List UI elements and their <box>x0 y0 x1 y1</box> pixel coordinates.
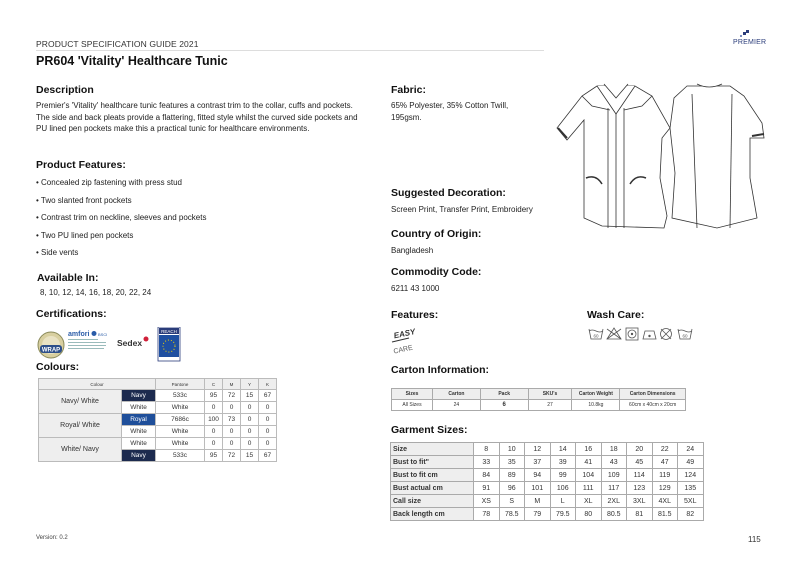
carton-row: All Sizes 24 6 27 10.8kg 60cm x 40cm x 20cm <box>392 400 686 411</box>
size-cell: 79.5 <box>550 508 576 521</box>
size-cell: 99 <box>550 469 576 482</box>
size-cell: 117 <box>601 482 627 495</box>
wash-60-icon <box>678 329 692 339</box>
size-cell: 79 <box>525 508 551 521</box>
svg-text:amfori: amfori <box>68 331 90 338</box>
available-in-heading: Available In: <box>37 272 99 284</box>
feature-item: • Two slanted front pockets <box>36 195 132 205</box>
garment-sizes-heading: Garment Sizes: <box>391 424 468 436</box>
size-cell: XL <box>576 495 602 508</box>
size-cell: 123 <box>627 482 653 495</box>
svg-text:Sedex: Sedex <box>117 338 143 348</box>
size-cell: 81 <box>627 508 653 521</box>
svg-text:REACH: REACH <box>161 329 177 334</box>
sedex-logo <box>117 337 149 349</box>
size-cell: 78 <box>474 508 500 521</box>
wash-60-icon <box>589 329 603 339</box>
colour-swatch: Royal <box>122 414 156 426</box>
colour-swatch: White <box>122 426 156 438</box>
origin-text: Bangladesh <box>391 246 434 255</box>
size-cell: 43 <box>601 456 627 469</box>
origin-heading: Country of Origin: <box>391 228 482 240</box>
version-label: Version: 0.2 <box>36 535 68 541</box>
wash-care-symbols <box>588 326 703 342</box>
size-cell: 12 <box>525 443 551 456</box>
tunic-back-drawing <box>670 84 764 228</box>
size-cell: 106 <box>550 482 576 495</box>
size-cell: 124 <box>678 469 704 482</box>
size-cell: 49 <box>678 456 704 469</box>
colour-row: White White 0 0 0 0 <box>39 402 277 414</box>
svg-text:WRAP: WRAP <box>41 347 61 354</box>
colour-row: Navy 533c 95 72 15 67 <box>39 450 277 462</box>
size-cell: XS <box>474 495 500 508</box>
size-cell: 22 <box>652 443 678 456</box>
colour-row: Royal/ White Royal 7686c 100 73 0 0 <box>39 414 277 426</box>
size-cell: 24 <box>678 443 704 456</box>
size-cell: 39 <box>550 456 576 469</box>
do-not-dry-clean-icon <box>661 329 672 340</box>
colour-group-name: Royal/ White <box>39 414 122 438</box>
description-heading: Description <box>36 84 94 96</box>
size-cell: 35 <box>499 456 525 469</box>
brand-name: PREMIER <box>733 39 767 46</box>
product-features-heading: Product Features: <box>36 159 126 171</box>
size-cell: 45 <box>627 456 653 469</box>
size-cell: 111 <box>576 482 602 495</box>
svg-text:EASY: EASY <box>392 327 415 341</box>
size-cell: 4XL <box>652 495 678 508</box>
carton-heading: Carton Information: <box>391 364 489 376</box>
premier-logo <box>733 30 769 52</box>
description-text: Premier's 'Vitality' healthcare tunic features a contrast trim to the collar, cuffs and pockets. The side and back pleats provide a flattering, fitted style whilst the curved side pockets and PU lined pen pockets make this a practical tunic for healthcare environments. <box>36 101 358 133</box>
colour-row: White White 0 0 0 0 <box>39 426 277 438</box>
tunic-front-drawing <box>557 84 670 228</box>
product-features-list <box>36 178 206 266</box>
size-cell: 96 <box>499 482 525 495</box>
decoration-text: Screen Print, Transfer Print, Embroidery <box>391 205 533 214</box>
size-cell: 129 <box>652 482 678 495</box>
tunic-illustration <box>552 78 772 238</box>
colour-group-name: Navy/ White <box>39 390 122 414</box>
size-cell: 80 <box>576 508 602 521</box>
svg-text:60: 60 <box>682 333 688 339</box>
size-row-label: Call size <box>391 495 474 508</box>
fabric-text: 65% Polyester, 35% Cotton Twill, 195gsm. <box>391 101 509 122</box>
certifications-heading: Certifications: <box>36 308 107 320</box>
size-cell: 14 <box>550 443 576 456</box>
size-row <box>391 456 704 469</box>
colour-group-name: White/ Navy <box>39 438 122 462</box>
size-row <box>391 469 704 482</box>
size-cell: 2XL <box>601 495 627 508</box>
size-row-label: Size <box>391 443 474 456</box>
colour-swatch: Navy <box>122 450 156 462</box>
colours-heading: Colours: <box>36 361 80 373</box>
size-cell: 16 <box>576 443 602 456</box>
size-cell: 33 <box>474 456 500 469</box>
size-cell: 119 <box>652 469 678 482</box>
colours-table <box>38 378 277 462</box>
decoration-heading: Suggested Decoration: <box>391 187 506 199</box>
wash-care-heading: Wash Care: <box>587 309 645 321</box>
size-row <box>391 508 704 521</box>
svg-text:60: 60 <box>593 333 599 339</box>
size-cell: 109 <box>601 469 627 482</box>
colours-header-row: Colour Pantone C M Y K <box>39 379 277 390</box>
size-cell: 20 <box>627 443 653 456</box>
size-row-label: Back length cm <box>391 508 474 521</box>
feature-item: • Contrast trim on neckline, sleeves and pockets <box>36 213 207 222</box>
size-cell: 84 <box>474 469 500 482</box>
size-cell: 41 <box>576 456 602 469</box>
colour-row: Navy/ White Navy 533c 95 72 15 67 <box>39 390 277 402</box>
garment-sizes-table <box>390 442 704 521</box>
size-row-label: Bust to fit cm <box>391 469 474 482</box>
commodity-heading: Commodity Code: <box>391 266 482 278</box>
svg-text:CARE: CARE <box>392 344 414 356</box>
size-cell: 91 <box>474 482 500 495</box>
fabric-heading: Fabric: <box>391 84 427 96</box>
size-cell: S <box>499 495 525 508</box>
iron-low-icon <box>643 331 656 339</box>
size-row <box>391 495 704 508</box>
size-cell: L <box>550 495 576 508</box>
colour-swatch: White <box>122 438 156 450</box>
size-cell: 3XL <box>627 495 653 508</box>
page-number: 115 <box>748 535 761 544</box>
svg-text:BSCI: BSCI <box>98 332 108 337</box>
feature-item: • Two PU lined pen pockets <box>36 230 134 240</box>
size-row <box>391 443 704 456</box>
available-sizes: 8, 10, 12, 14, 16, 18, 20, 22, 24 <box>40 288 152 297</box>
reach-logo <box>158 327 180 361</box>
wrap-logo <box>38 332 64 358</box>
size-cell: 89 <box>499 469 525 482</box>
size-cell: 18 <box>601 443 627 456</box>
size-cell: 104 <box>576 469 602 482</box>
amfori-bsci-logo <box>68 331 107 349</box>
guide-title: PRODUCT SPECIFICATION GUIDE 2021 <box>36 39 199 49</box>
product-title: PR604 'Vitality' Healthcare Tunic <box>36 54 228 68</box>
size-cell: 78.5 <box>499 508 525 521</box>
do-not-bleach-icon <box>607 328 621 339</box>
colour-swatch: Navy <box>122 390 156 402</box>
size-cell: 135 <box>678 482 704 495</box>
size-cell: 10 <box>499 443 525 456</box>
size-cell: 80.5 <box>601 508 627 521</box>
carton-header-row: Sizes Carton Pack SKU's Carton Weight Carton Dimensions <box>392 389 686 400</box>
size-cell: 101 <box>525 482 551 495</box>
size-cell: 81.5 <box>652 508 678 521</box>
size-row-label: Bust to fit" <box>391 456 474 469</box>
size-cell: 94 <box>525 469 551 482</box>
size-row <box>391 482 704 495</box>
size-cell: 8 <box>474 443 500 456</box>
carton-table <box>391 388 686 411</box>
tumble-dry-icon <box>626 328 638 340</box>
size-cell: 47 <box>652 456 678 469</box>
certification-logos <box>37 327 187 363</box>
easy-care-badge <box>391 326 415 356</box>
colour-swatch: White <box>122 402 156 414</box>
size-row-label: Bust actual cm <box>391 482 474 495</box>
size-cell: M <box>525 495 551 508</box>
commodity-text: 6211 43 1000 <box>391 284 440 293</box>
colour-row: White/ Navy White White 0 0 0 0 <box>39 438 277 450</box>
size-cell: 5XL <box>678 495 704 508</box>
size-cell: 114 <box>627 469 653 482</box>
header-divider <box>36 50 544 51</box>
size-cell: 37 <box>525 456 551 469</box>
features-heading: Features: <box>391 309 439 321</box>
size-cell: 82 <box>678 508 704 521</box>
feature-item: • Side vents <box>36 248 79 257</box>
feature-item: • Concealed zip fastening with press stud <box>36 178 182 187</box>
